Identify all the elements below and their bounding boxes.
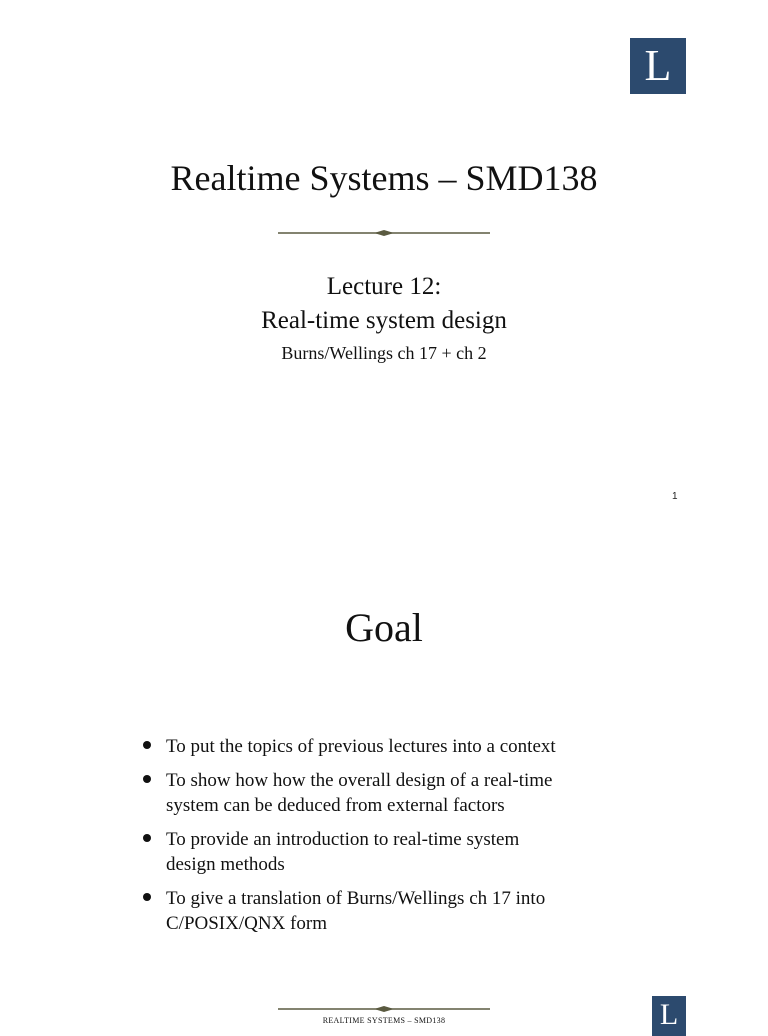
- bullet-text: To provide an introduction to real-time system: [166, 829, 520, 850]
- bullet-text-continued: system can be deduced from external factors: [166, 795, 505, 816]
- bullet-text: To give a translation of Burns/Wellings ch 17 into: [166, 888, 546, 909]
- ornament-divider: [278, 226, 490, 240]
- footer-text: REALTIME SYSTEMS – SMD138: [322, 1016, 446, 1025]
- list-item: [140, 886, 660, 936]
- list-item: [140, 827, 660, 877]
- slide-title: Realtime Systems – SMD138: [170, 158, 598, 198]
- bullet-text-continued: C/POSIX/QNX form: [166, 913, 327, 934]
- bullet-text: To put the topics of previous lectures into a context: [166, 736, 556, 757]
- logo-letter: L: [644, 41, 672, 90]
- page-number: 1: [672, 491, 678, 502]
- bullet-icon: [143, 893, 151, 901]
- lecture-title: Real-time system design: [261, 307, 507, 334]
- bullet-icon: [143, 775, 151, 783]
- bullet-icon: [143, 741, 151, 749]
- reading-reference: Burns/Wellings ch 17 + ch 2: [281, 343, 487, 363]
- bullet-text-continued: design methods: [166, 854, 285, 875]
- bullet-text: To show how how the overall design of a real-time: [166, 770, 553, 791]
- lecture-number: Lecture 12:: [326, 273, 442, 300]
- footer-ornament-divider: [278, 1003, 490, 1015]
- list-item: [140, 768, 660, 818]
- goal-bullet-list: [140, 734, 660, 945]
- footer-logo-letter: L: [659, 998, 679, 1031]
- goal-heading: Goal: [345, 605, 423, 650]
- list-item: [140, 734, 660, 759]
- footer-university-logo: [652, 996, 686, 1036]
- university-logo: [630, 38, 686, 94]
- bullet-icon: [143, 834, 151, 842]
